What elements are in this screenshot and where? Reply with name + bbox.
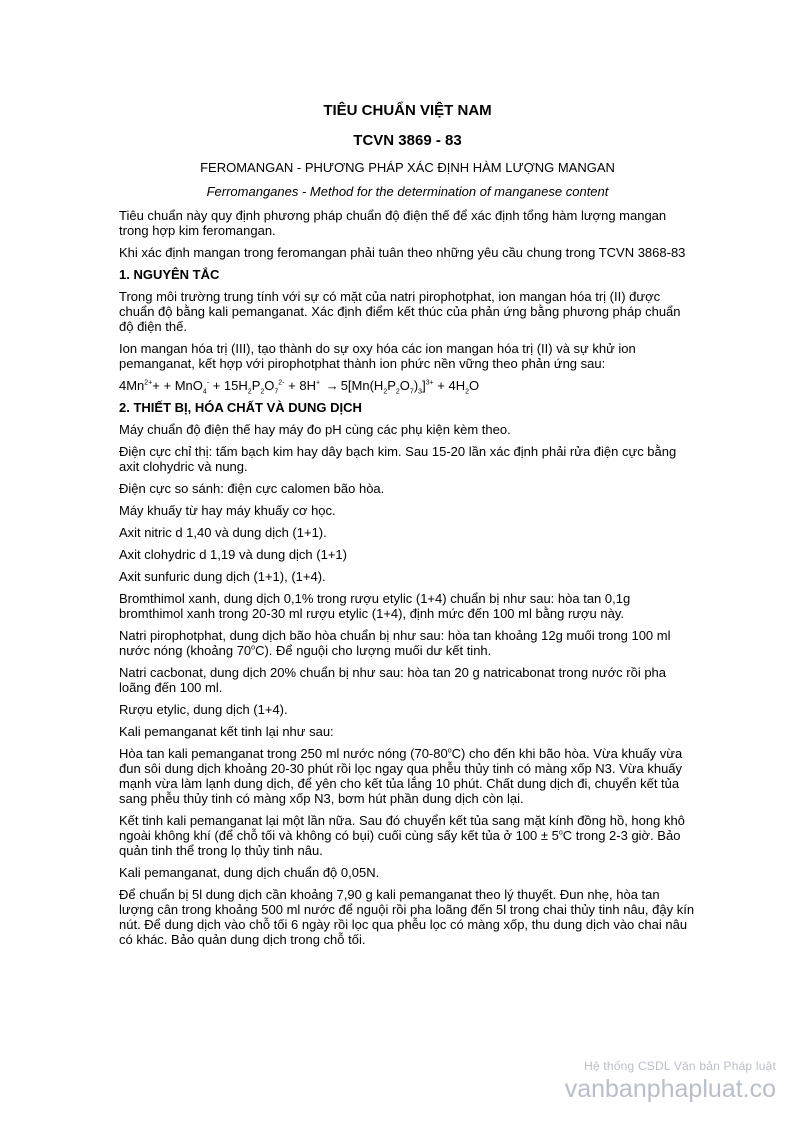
eq-sub: 2 [260, 388, 265, 396]
eq-part: O [399, 378, 410, 393]
equipment-item [119, 628, 696, 658]
eq-part: + 4H [433, 378, 466, 393]
eq-part: O [264, 378, 275, 393]
equipment-item: Điện cực chỉ thị: tấm bạch kim hay dây bạch kim. Sau 15-20 lần xác định phải rửa điện cực bằng axit clohydric và nung. [119, 444, 677, 474]
degree-sup: o [558, 829, 563, 837]
equipment-item: Rượu etylic, dung dịch (1+4). [119, 702, 288, 717]
degree-sup: o [251, 644, 256, 652]
equipment-item: Axit nitric d 1,40 và dung dịch (1+1). [119, 525, 327, 540]
equipment-item: Kali pemanganat, dung dịch chuẩn độ 0,05N. [119, 865, 380, 880]
eq-sub: 2 [383, 388, 388, 396]
eq-part: + 8H [284, 378, 316, 393]
text-part: C). Để nguội cho lượng muối dư kết tinh. [255, 643, 492, 658]
text-part: Natri pirophotphat, dung dịch bão hòa chuẩn bị như sau: hòa tan khoảng 12g muối trong 100 ml nước nóng (khoảng 70 [119, 628, 671, 658]
equipment-item: Natri cacbonat, dung dịch 20% chuẩn bị như sau: hòa tan 20 g natricabonat trong nước rồi pha loãng đến 100 ml. [119, 665, 667, 695]
eq-part: + + MnO [152, 378, 203, 393]
eq-part: + 15H [209, 378, 248, 393]
eq-sup: - [206, 379, 210, 387]
doc-title: TIÊU CHUẨN VIỆT NAM [323, 102, 492, 119]
equipment-item: Axit clohydric d 1,19 và dung dịch (1+1) [119, 547, 347, 562]
eq-sub: 7 [274, 388, 279, 396]
document-page [119, 102, 696, 954]
eq-sub: 4 [202, 388, 207, 396]
equipment-item: Axit sunfuric dung dịch (1+1), (1+4). [119, 569, 326, 584]
eq-sub: 2 [247, 388, 252, 396]
text-part: Hòa tan kali pemanganat trong 250 ml nước nóng (70-80 [119, 746, 448, 761]
eq-sub: 3 [418, 388, 423, 396]
section-heading-equipment: 2. THIẾT BỊ, HÓA CHẤT VÀ DUNG DỊCH [119, 400, 362, 415]
equipment-item: Máy chuẩn độ điện thế hay máy đo pH cùng các phụ kiện kèm theo. [119, 422, 511, 437]
text-part: C) cho đến khi bão hòa. Vừa khuấy vừa đun sôi dung dịch khoảng 20-30 phút rồi lọc ngay qua phễu thủy tinh có màng xốp N3. Vừa khuấy mạnh vừa làm lạnh dung dịch, để yên cho kết tủa lắng 10 phút. Chất dung dịch đi, chuyển kết tủa sang phễu thủy tinh có màng xốp N3, bơm hút phần dung dịch còn lại. [119, 746, 683, 806]
equipment-item: Máy khuấy từ hay máy khuấy cơ học. [119, 503, 336, 518]
text-part: Kết tinh kali pemanganat lại một lần nữa. Sau đó chuyển kết tủa sang mặt kính đồng hồ, hong khô ngoài không khí (để chỗ tối và không có bụi) cuối cùng sấy kết tủa ở 100 ± 5 [119, 813, 685, 843]
watermark-site: vanbanphapluat.co [564, 1075, 776, 1103]
eq-sup: 2- [278, 379, 285, 387]
eq-part: ) [413, 378, 419, 393]
eq-part: O [469, 378, 480, 393]
equipment-item [119, 746, 696, 806]
reaction-equation [119, 378, 696, 396]
equipment-item: Kali pemanganat kết tinh lại như sau: [119, 724, 334, 739]
degree-sup: o [447, 747, 452, 755]
eq-part: P [251, 378, 261, 393]
doc-code: TCVN 3869 - 83 [353, 132, 462, 149]
eq-part: 5[Mn(H [340, 378, 384, 393]
equipment-item: Để chuẩn bị 5l dung dịch cần khoảng 7,90 g kali pemanganat theo lý thuyết. Đun nhẹ, hòa tan lượng cân trong khoảng 500 ml nước để nguội rồi pha loãng đến 5l trong chai thủy tinh nâu, đậy kín nút. Để dung dịch vào chỗ tối 6 ngày rồi lọc qua phễu lọc có màng xốp, thu dung dịch vào chai nâu có khác. Bảo quản dung dịch trong chỗ tối. [119, 887, 695, 947]
doc-subtitle: FEROMANGAN - PHƯƠNG PHÁP XÁC ĐỊNH HÀM LƯỢNG MANGAN [200, 160, 615, 175]
eq-sub: 7 [409, 388, 414, 396]
eq-part: P [387, 378, 396, 393]
equipment-item: Bromthimol xanh, dung dịch 0,1% trong rượu etylic (1+4) chuẩn bị như sau: hòa tan 0,1g bromthimol xanh trong 20-30 ml rượu etylic (1+4), định mức đến 100 ml bằng rượu này. [119, 591, 631, 621]
intro-paragraph: Tiêu chuẩn này quy định phương pháp chuẩn độ điện thế để xác định tổng hàm lượng mangan trong hợp kim feromangan. [119, 208, 667, 238]
eq-sup: 3+ [425, 379, 434, 387]
eq-part: 4Mn [119, 378, 145, 393]
principle-paragraph: Ion mangan hóa trị (III), tạo thành do sự oxy hóa các ion mangan hóa trị (II) và sự khử ion pemanganat, kết hợp với pirophotphat thành ion phức nền vững theo phản ứng sau: [119, 341, 636, 371]
eq-sup: 2+ [144, 379, 153, 387]
watermark-line: Hệ thống CSDL Văn bản Pháp luật [584, 1059, 776, 1073]
equipment-item [119, 813, 696, 858]
intro-paragraph: Khi xác định mangan trong feromangan phải tuân theo những yêu cầu chung trong TCVN 3868-83 [119, 245, 686, 260]
eq-part: ] [422, 378, 426, 393]
eq-sub: 2 [465, 388, 470, 396]
eq-sub: 2 [395, 388, 400, 396]
watermark [565, 1058, 776, 1104]
section-heading-principle: 1. NGUYÊN TẮC [119, 267, 220, 282]
arrow-icon: → [325, 378, 339, 393]
eq-sup: + [315, 379, 321, 387]
text-part: C trong 2-3 giờ. Bảo quản tinh thể trong lọ thủy tinh nâu. [119, 828, 681, 858]
doc-subtitle-en: Ferromanganes - Method for the determination of manganese content [206, 184, 609, 199]
principle-paragraph: Trong môi trường trung tính với sự có mặt của natri pirophotphat, ion mangan hóa trị (II) được chuẩn độ bằng kali pemanganat. Xác định điểm kết thúc của phản ứng bằng phương pháp chuẩn độ điện thế. [119, 289, 681, 334]
equipment-item: Điện cực so sánh: điện cực calomen bão hòa. [119, 481, 385, 496]
